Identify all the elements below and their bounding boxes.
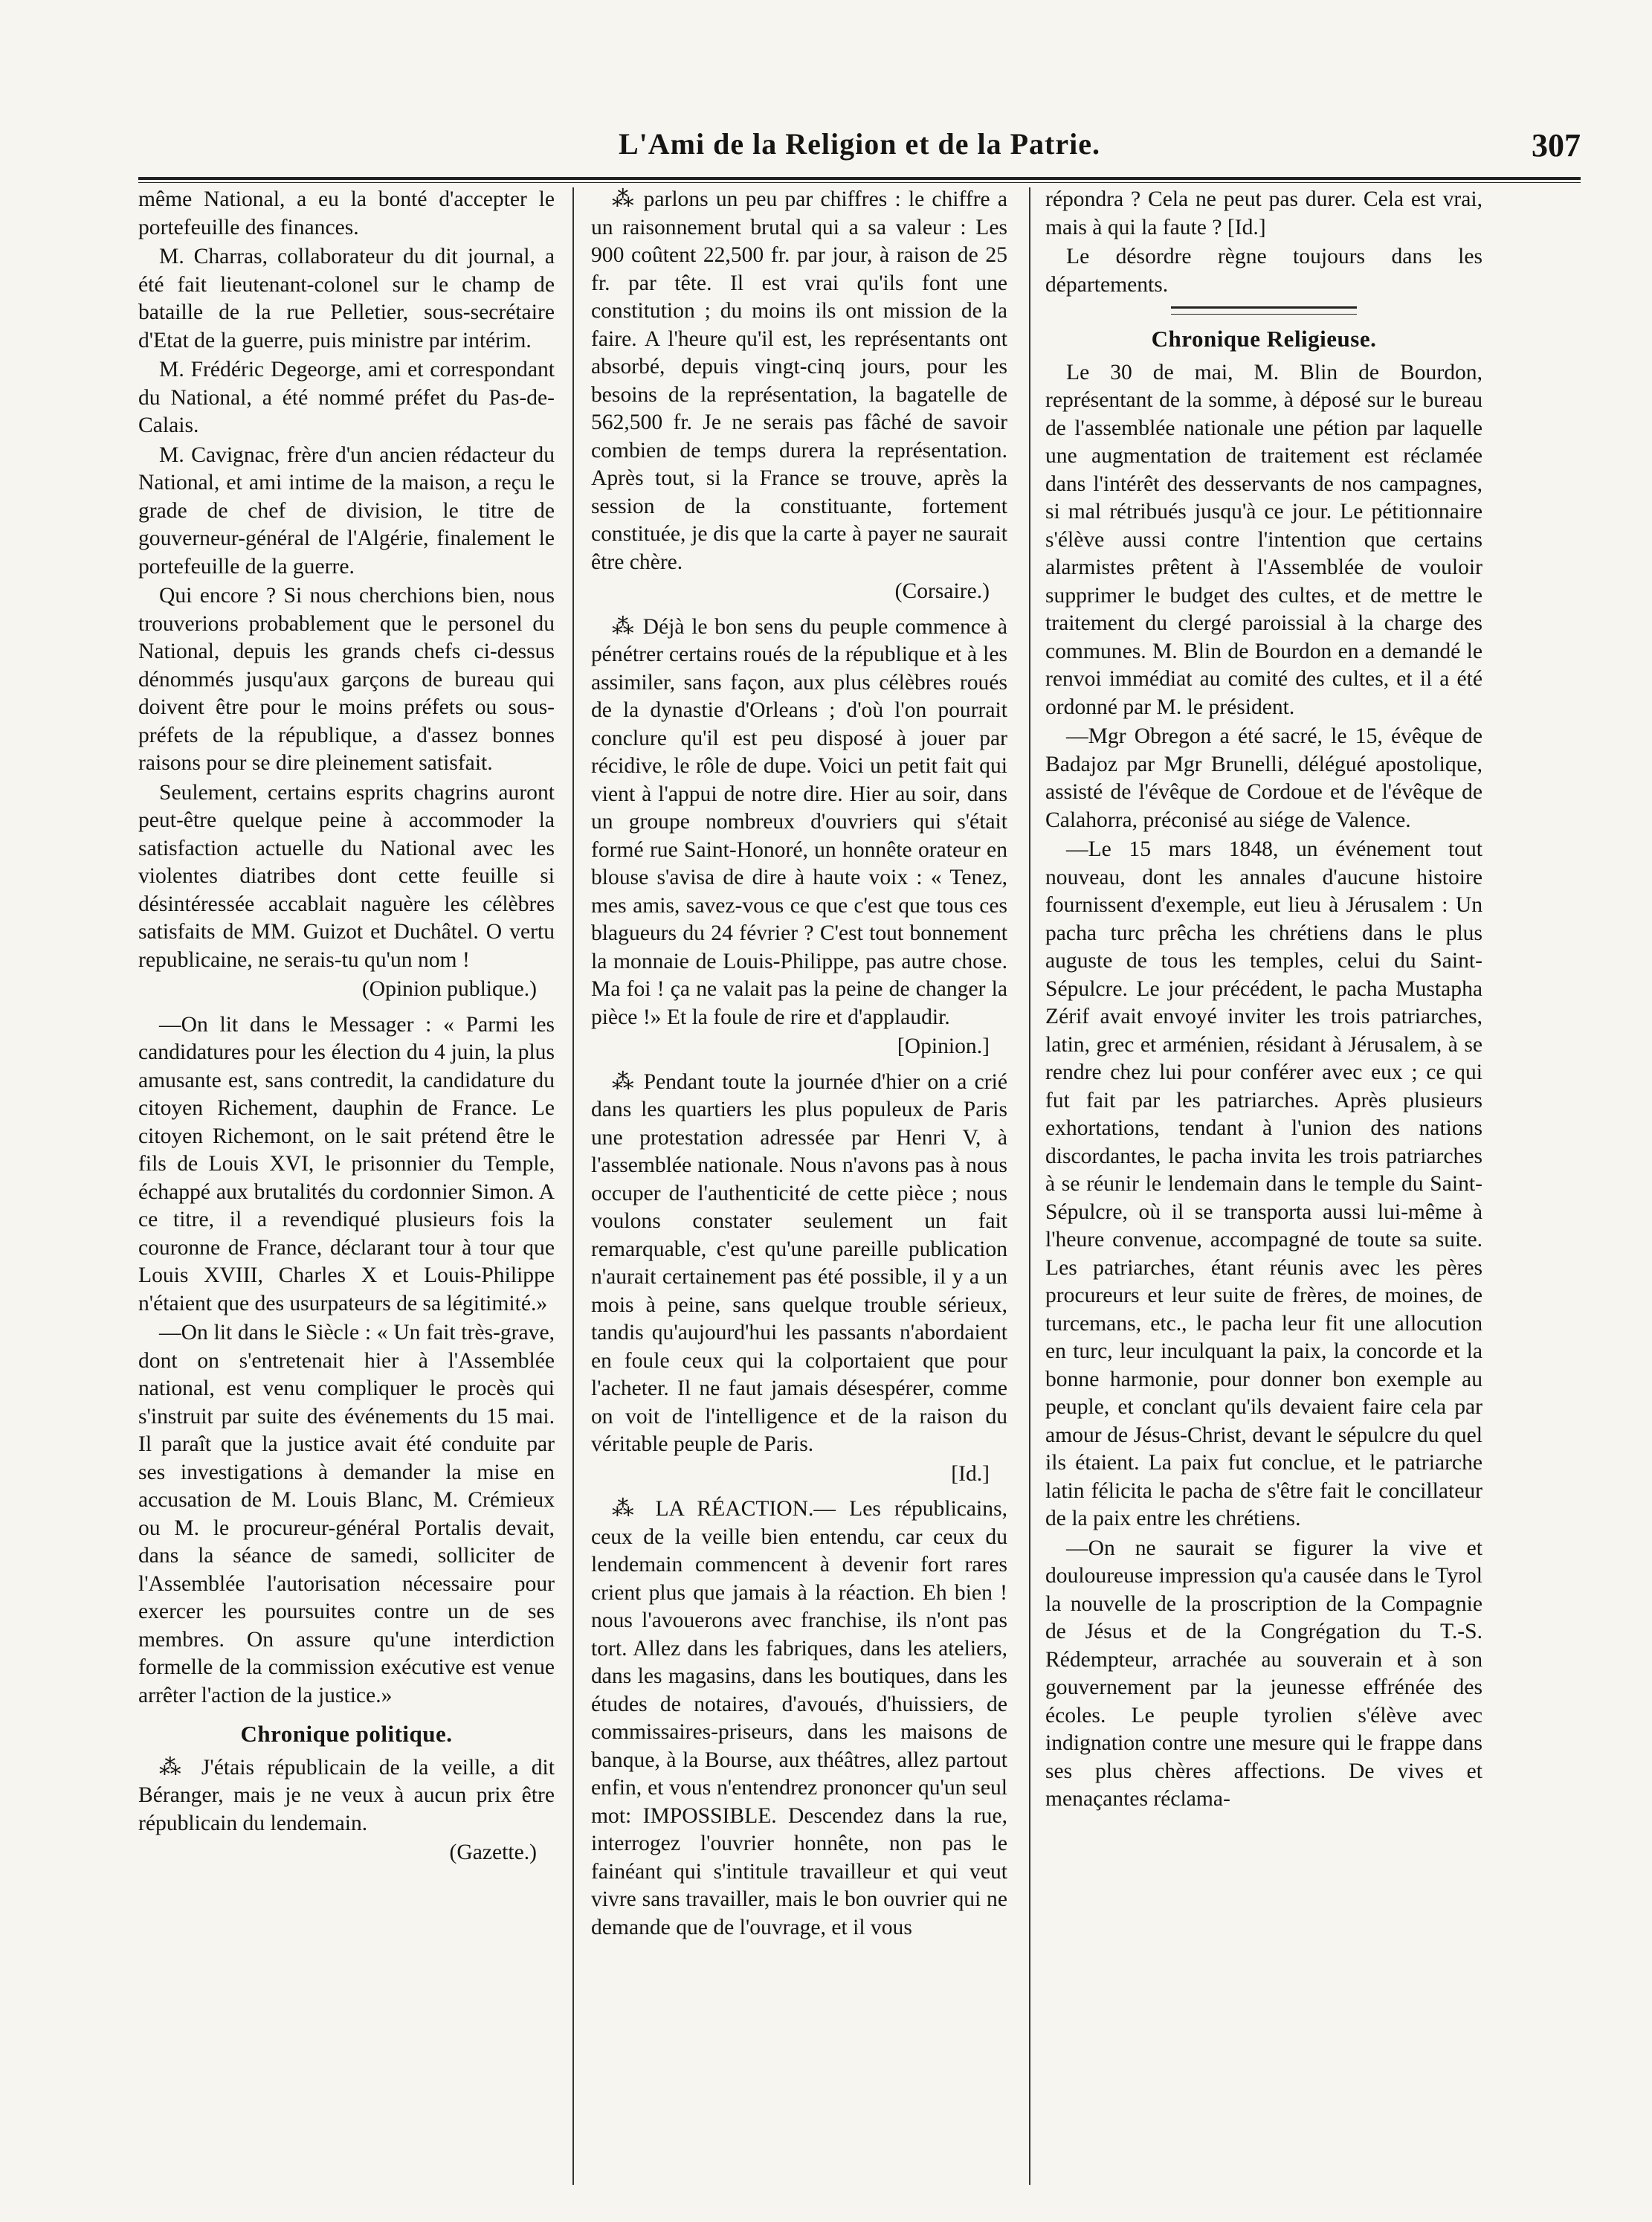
paragraph: ⁂ Déjà le bon sens du peuple commence à pénétrer certains roués de la république et à les assimiler, sans façon, aux plus célèbres roués de la dynastie d'Orleans ; d'où l'on pourrait conclure qu'il est peu disposé à jouer par récidive, le rôle de dupe. Voici un petit fait qui vient à l'appui de notre dire. Hier au soir, dans un groupe nombreux d'ouvriers qui s'était formé rue Saint-Honoré, un honnête orateur en blouse s'avisa de dire à haute voix : « Tenez, mes amis, savez-vous ce que c'est que tous ces blagueurs du 24 février ? C'est tout bonnement la monnaie de Louis-Philippe, pas autre chose. Ma foi ! ça ne valait pas la peine de changer la pièce !» Et la foule de rire et d'applaudir. (591, 614, 1007, 1029)
paragraph: ⁂ Pendant toute la journée d'hier on a crié dans les quartiers les plus populeux de Paris une protestation adressée par Henri V, à l'assemblée nationale. Nous n'avons pas à nous occuper de l'authenticité de cette pièce ; nous voulons constater seulement un fait remarquable, c'est qu'une pareille publication n'aurait certainement pas été possible, il y a un mois à peine, sans quelque trouble sérieux, tandis qu'aujourd'hui les passants n'abordaient en foule ceux qui la colportaient que pour l'acheter. Il ne faut jamais désespérer, comme on voit de l'intelligence et de la raison du véritable peuple de Paris. (591, 1069, 1007, 1456)
section-heading: Chronique politique. (240, 1721, 453, 1747)
paragraph: —On lit dans le Messager : « Parmi les candidatures pour les élection du 4 juin, la plus amusante est, sans contredit, la candidature du citoyen Richement, dauphin de France. Le citoyen Richemont, on le sait prétend être le fils de Louis XVI, le prisonnier du Temple, échappé aux brutalités du cordonnier Simon. A ce titre, il a revendiqué plusieurs fois la couronne de France, déclarant tour à tour que Louis XVIII, Charles X et Louis-Philippe n'étaient que des usurpateurs de sa légitimité.» (138, 1012, 555, 1316)
paragraph: répondra ? Cela ne peut pas durer. Cela est vrai, mais à qui la faute ? [Id.] (1045, 187, 1482, 239)
page-header (138, 126, 1581, 171)
paragraph: —On lit dans le Siècle : « Un fait très-grave, dont on s'entretenait hier à l'Assemblée national, est venu compliquer le procès qui s'instruit par suite des événements du 15 mai. Il paraît que la justice avait été conduite par ses investigations à demander la mise en accusation de M. Louis Blanc, M. Crémieux ou M. le procureur-général Portalis devait, dans la séance de samedi, solliciter de l'Assemblée l'autorisation nécessaire pour exercer les poursuites contre un de ses membres. On assure qu'une interdiction formelle de la commission exécutive est venue arrêter l'action de la justice.» (138, 1321, 555, 1707)
section-heading: Chronique Religieuse. (1151, 326, 1377, 352)
paragraph: ⁂ parlons un peu par chiffres : le chiffre a un raisonnement brutal qui a sa valeur : Les 900 coûtent 22,500 fr. par jour, à raison de 25 fr. par tête. Il est vrai qu'ils font une constitution ; du moins ils ont mission de la faire. A l'heure qu'il est, les représentants ont absorbé, depuis vingt-cinq jours, pour les besoins de la représentation, la bagatelle de 562,500 fr. Je ne serais pas fâché de savoir combien de temps durera la représentation. Après tout, si la France se trouve, après la session de la constituante, fortement constituée, je dis que la carte à payer ne saurait être chère. (591, 187, 1007, 574)
paragraph: —On ne saurait se figurer la vive et douloureuse impression qu'a causée dans le Tyrol la nouvelle de la proscription de la Compagnie de Jésus et de la Congrégation du T.-S. Rédempteur, arrachée au souverain et à son gouvernement par la jeunesse effrénée des écoles. Le peuple tyrolien s'élève avec indignation contre une mesure qui le frappe dans ses plus chères affections. De vives et menaçantes réclama- (1045, 1536, 1482, 1811)
paragraph: M. Cavignac, frère d'un ancien rédacteur du National, et ami intime de la maison, a reçu le grade de chef de division, le titre de gouverneur-général de l'Algérie, finalement le portefeuille de la guerre. (138, 442, 555, 579)
column-3 (1045, 186, 1482, 1815)
paragraph: ⁂ J'étais républicain de la veille, a dit Béranger, mais je ne veux à aucun prix être républicain du lendemain. (138, 1755, 555, 1835)
paragraph: —Mgr Obregon a été sacré, le 15, évêque de Badajoz par Mgr Brunelli, délégué apostolique, assisté de l'évêque de Cordoue et de l'évêque de Calahorra, préconisé au siége de Valence. (1045, 724, 1482, 832)
paragraph: —Le 15 mars 1848, un événement tout nouveau, dont les annales d'aucune histoire fournissent d'exemple, eut lieu à Jérusalem : Un pacha turc prêcha les chrétiens dans le plus auguste de tous les temples, celui du Saint-Sépulcre. Le jour précédent, le pacha Mustapha Zérif avait envoyé inviter les trois patriarches, latin, grec et arménien, résidant à Jérusalem, à se rendre chez lui pour conférer avec eux ; ce qui fut fait par les patriarches. Après plusieurs exhortations, tendant à l'union des nations discordantes, le pacha invita les trois patriarches à se réunir le lendemain dans le temple du Saint-Sépulcre, où il se transporta aussi lui-même à l'heure convenue, accompagné de toute sa suite. Les patriarches, étant réunis avec les pères procureurs et leur suite de frères, de moines, de turcemans, etc., le pacha leur fit une allocution en turc, leur inculquant la paix, la concorde et la bonne harmonie, pour donner bon exemple au peuple, et conclant qu'ils devaient faire cela par amour de Jésus-Christ, devant le sépulcre du quel ils étaient. La paix fut conclue, et le patriarche latin félicita le pacha de s'être fait le concillateur de la paix entre les chrétiens. (1045, 837, 1482, 1530)
header-rule (138, 177, 1581, 183)
section-rule (1171, 306, 1357, 315)
column-2 (591, 186, 1007, 1943)
source-attribution: (Gazette.) (449, 1841, 537, 1864)
page-number: 307 (1532, 127, 1581, 164)
paragraph: ⁂ LA RÉACTION.— Les républicains, ceux de la veille bien entendu, car ceux du lendemain commencent à devenir fort rares crient plus que jamais à la réaction. Eh bien ! nous l'avouerons avec franchise, ils n'ont pas tort. Allez dans les fabriques, dans les ateliers, dans les magasins, dans les boutiques, dans les études de notaires, d'avoués, d'huissiers, de commissaires-priseurs, dans les maisons de banque, à la Bourse, aux théâtres, allez partout enfin, et vous n'entendrez prononcer qu'un seul mot: IMPOSSIBLE. Descendez dans la rue, interrogez l'ouvrier honnête, non pas le fainéant qui s'intitule travailleur et qui veut vivre sans travailler, mais le bon ouvrier qui ne demande que de l'ouvrage, et il vous (591, 1497, 1007, 1939)
paragraph: Qui encore ? Si nous cherchions bien, nous trouverions probablement que le personel du National, depuis les grands chefs ci-dessus dénommés jusqu'aux garçons de bureau qui doivent être pour le moins préfets ou sous-préfets de la république, a d'assez bonnes raisons pour se dire pleinement satisfait. (138, 584, 555, 775)
column-1 (138, 186, 555, 1875)
paragraph: Le désordre règne toujours dans les départements. (1045, 245, 1482, 297)
source-attribution: (Corsaire.) (894, 579, 990, 603)
paragraph: M. Charras, collaborateur du dit journal, a été fait lieutenant-colonel sur le champ de bataille de la rue Pelletier, sous-secrétaire d'Etat de la guerre, puis ministre par intérim. (138, 245, 555, 352)
paragraph: Le 30 de mai, M. Blin de Bourdon, représentant de la somme, à déposé sur le bureau de l'assemblée nationale une pétion par laquelle une augmentation de traitement est réclamée dans l'intérêt des desservants de nos campagnes, si mal rétribués jusqu'à ce jour. Le pétitionnaire s'élève aussi contre l'intention que certains alarmistes prêtent à l'Assemblée de vouloir supprimer le budget des cultes, et de mettre le traitement du clergé paroissial à la charge des communes. M. Blin de Bourdon en a demandé le renvoi immédiat au comité des cultes, et il a été ordonné par M. le président. (1045, 360, 1482, 719)
source-attribution: [Opinion.] (897, 1034, 990, 1058)
source-attribution: [Id.] (951, 1461, 990, 1486)
column-divider (572, 187, 574, 2185)
paragraph: même National, a eu la bonté d'accepter le portefeuille des finances. (138, 187, 555, 239)
paragraph: M. Frédéric Degeorge, ami et correspondant du National, a été nommé préfet du Pas-de-Calais. (138, 358, 555, 437)
column-divider (1029, 187, 1030, 2185)
running-title: L'Ami de la Religion et de la Patrie. (618, 127, 1100, 161)
paragraph: Seulement, certains esprits chagrins auront peut-être quelque peine à accommoder la satisfaction actuelle du National avec les violentes diatribes dont cette feuille si désintéressée accablait naguère les célèbres satisfaits de MM. Guizot et Duchâtel. O vertu republicaine, ne serais-tu qu'un nom ! (138, 780, 555, 972)
source-attribution: (Opinion publique.) (361, 977, 537, 1001)
